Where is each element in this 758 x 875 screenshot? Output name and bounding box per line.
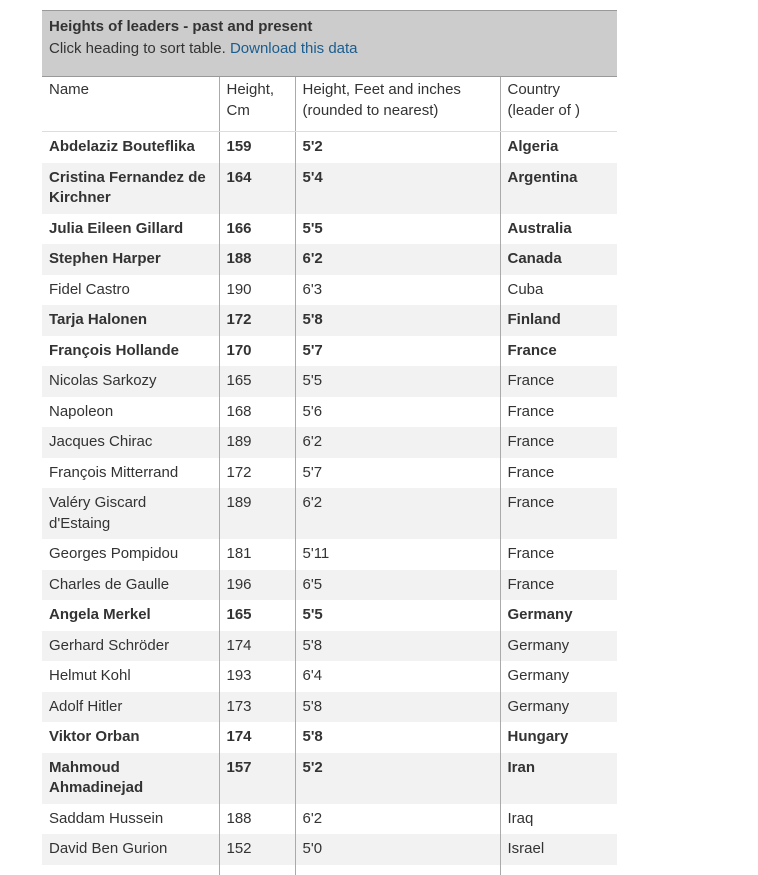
table-body [42,132,617,875]
table-row [42,865,617,875]
table-row [42,214,617,245]
cell-height-feet-inches [295,865,500,875]
cell-height-cm: 189 [219,488,295,539]
cell-name: Gerhard Schröder [42,631,219,662]
cell-height-feet-inches: 5'5 [295,214,500,245]
cell-height-feet-inches: 5'8 [295,692,500,723]
cell-name: Helmut Kohl [42,661,219,692]
cell-height-feet-inches: 6'2 [295,427,500,458]
cell-name: Cristina Fernandez de Kirchner [42,163,219,214]
cell-height-feet-inches: 6'2 [295,804,500,835]
cell-height-feet-inches: 5'6 [295,397,500,428]
cell-name: François Hollande [42,336,219,367]
table-row [42,163,617,214]
table-row [42,427,617,458]
cell-country [500,865,617,875]
table-row [42,397,617,428]
header-row [42,77,617,132]
cell-name: Jacques Chirac [42,427,219,458]
cell-height-feet-inches: 5'5 [295,600,500,631]
cell-name: Angela Merkel [42,600,219,631]
cell-height-feet-inches: 5'11 [295,539,500,570]
cell-country: Iraq [500,804,617,835]
table-row [42,834,617,865]
cell-name: Napoleon [42,397,219,428]
cell-country: Germany [500,661,617,692]
cell-height-feet-inches: 5'2 [295,753,500,804]
table-row [42,132,617,163]
table-instruction [49,38,610,60]
table-row [42,692,617,723]
cell-name: Viktor Orban [42,722,219,753]
cell-name: Valéry Giscard d'Estaing [42,488,219,539]
table-caption [42,10,617,76]
cell-height-feet-inches: 6'3 [295,275,500,306]
cell-height-cm: 165 [219,366,295,397]
cell-height-feet-inches: 5'8 [295,631,500,662]
cell-country: France [500,427,617,458]
cell-name [42,865,219,875]
column-header-height-cm[interactable]: Height, Cm [219,77,295,132]
table-row [42,366,617,397]
download-data-link[interactable]: Download this data [229,40,358,57]
table-row [42,661,617,692]
cell-height-feet-inches: 6'4 [295,661,500,692]
column-header-name[interactable]: Name [42,77,219,132]
cell-height-cm: 166 [219,214,295,245]
cell-country: Argentina [500,163,617,214]
cell-height-feet-inches: 5'5 [295,366,500,397]
cell-country: France [500,539,617,570]
cell-country: Finland [500,305,617,336]
cell-country: France [500,336,617,367]
cell-name: Charles de Gaulle [42,570,219,601]
cell-height-cm: 174 [219,631,295,662]
cell-height-cm: 190 [219,275,295,306]
cell-height-feet-inches: 6'2 [295,488,500,539]
cell-height-feet-inches: 5'0 [295,834,500,865]
cell-name: Tarja Halonen [42,305,219,336]
cell-name: David Ben Gurion [42,834,219,865]
column-header-country[interactable]: Country (leader of ) [500,77,617,132]
cell-name: Nicolas Sarkozy [42,366,219,397]
cell-country: France [500,570,617,601]
cell-name: Abdelaziz Bouteflika [42,132,219,163]
cell-height-cm: 188 [219,244,295,275]
cell-height-feet-inches: 5'7 [295,336,500,367]
cell-height-feet-inches: 5'8 [295,305,500,336]
table-row [42,488,617,539]
cell-name: Georges Pompidou [42,539,219,570]
table-row [42,305,617,336]
cell-name: Fidel Castro [42,275,219,306]
table-row [42,804,617,835]
table-row [42,600,617,631]
table-row [42,722,617,753]
cell-name: François Mitterrand [42,458,219,489]
cell-name: Adolf Hitler [42,692,219,723]
cell-height-cm: 181 [219,539,295,570]
cell-height-cm: 196 [219,570,295,601]
cell-height-feet-inches: 5'2 [295,132,500,163]
cell-height-feet-inches: 5'8 [295,722,500,753]
table-title: Heights of leaders - past and present [49,18,313,35]
cell-height-cm: 152 [219,834,295,865]
table-row [42,458,617,489]
cell-country: France [500,397,617,428]
sort-instruction: Click heading to sort table. [49,40,226,57]
cell-height-cm: 165 [219,600,295,631]
cell-height-cm: 164 [219,163,295,214]
cell-country: Germany [500,631,617,662]
table-row [42,570,617,601]
table-row [42,539,617,570]
cell-country: Cuba [500,275,617,306]
cell-name: Mahmoud Ahmadinejad [42,753,219,804]
heights-table-widget [42,10,617,875]
cell-country: Iran [500,753,617,804]
table-row [42,336,617,367]
cell-height-cm: 159 [219,132,295,163]
cell-country: Germany [500,600,617,631]
cell-name: Stephen Harper [42,244,219,275]
cell-height-feet-inches: 5'7 [295,458,500,489]
heights-table [42,76,617,875]
cell-height-cm: 168 [219,397,295,428]
cell-height-cm: 174 [219,722,295,753]
cell-height-cm: 172 [219,458,295,489]
cell-country: Israel [500,834,617,865]
cell-country: Germany [500,692,617,723]
cell-country: Australia [500,214,617,245]
cell-height-feet-inches: 6'5 [295,570,500,601]
cell-name: Julia Eileen Gillard [42,214,219,245]
cell-height-cm: 170 [219,336,295,367]
cell-country: France [500,458,617,489]
table-row [42,244,617,275]
table-row [42,631,617,662]
cell-height-feet-inches: 5'4 [295,163,500,214]
cell-height-cm: 157 [219,753,295,804]
cell-country: France [500,366,617,397]
cell-country: Algeria [500,132,617,163]
table-row [42,275,617,306]
cell-country: Canada [500,244,617,275]
cell-country: Hungary [500,722,617,753]
cell-height-cm: 189 [219,427,295,458]
cell-height-cm: 172 [219,305,295,336]
cell-name: Saddam Hussein [42,804,219,835]
cell-height-cm: 188 [219,804,295,835]
cell-height-feet-inches: 6'2 [295,244,500,275]
cell-height-cm: 173 [219,692,295,723]
column-header-height-feet-inches[interactable]: Height, Feet and inches (rounded to nearest) [295,77,500,132]
table-row [42,753,617,804]
cell-height-cm: 193 [219,661,295,692]
cell-height-cm [219,865,295,875]
cell-country: France [500,488,617,539]
